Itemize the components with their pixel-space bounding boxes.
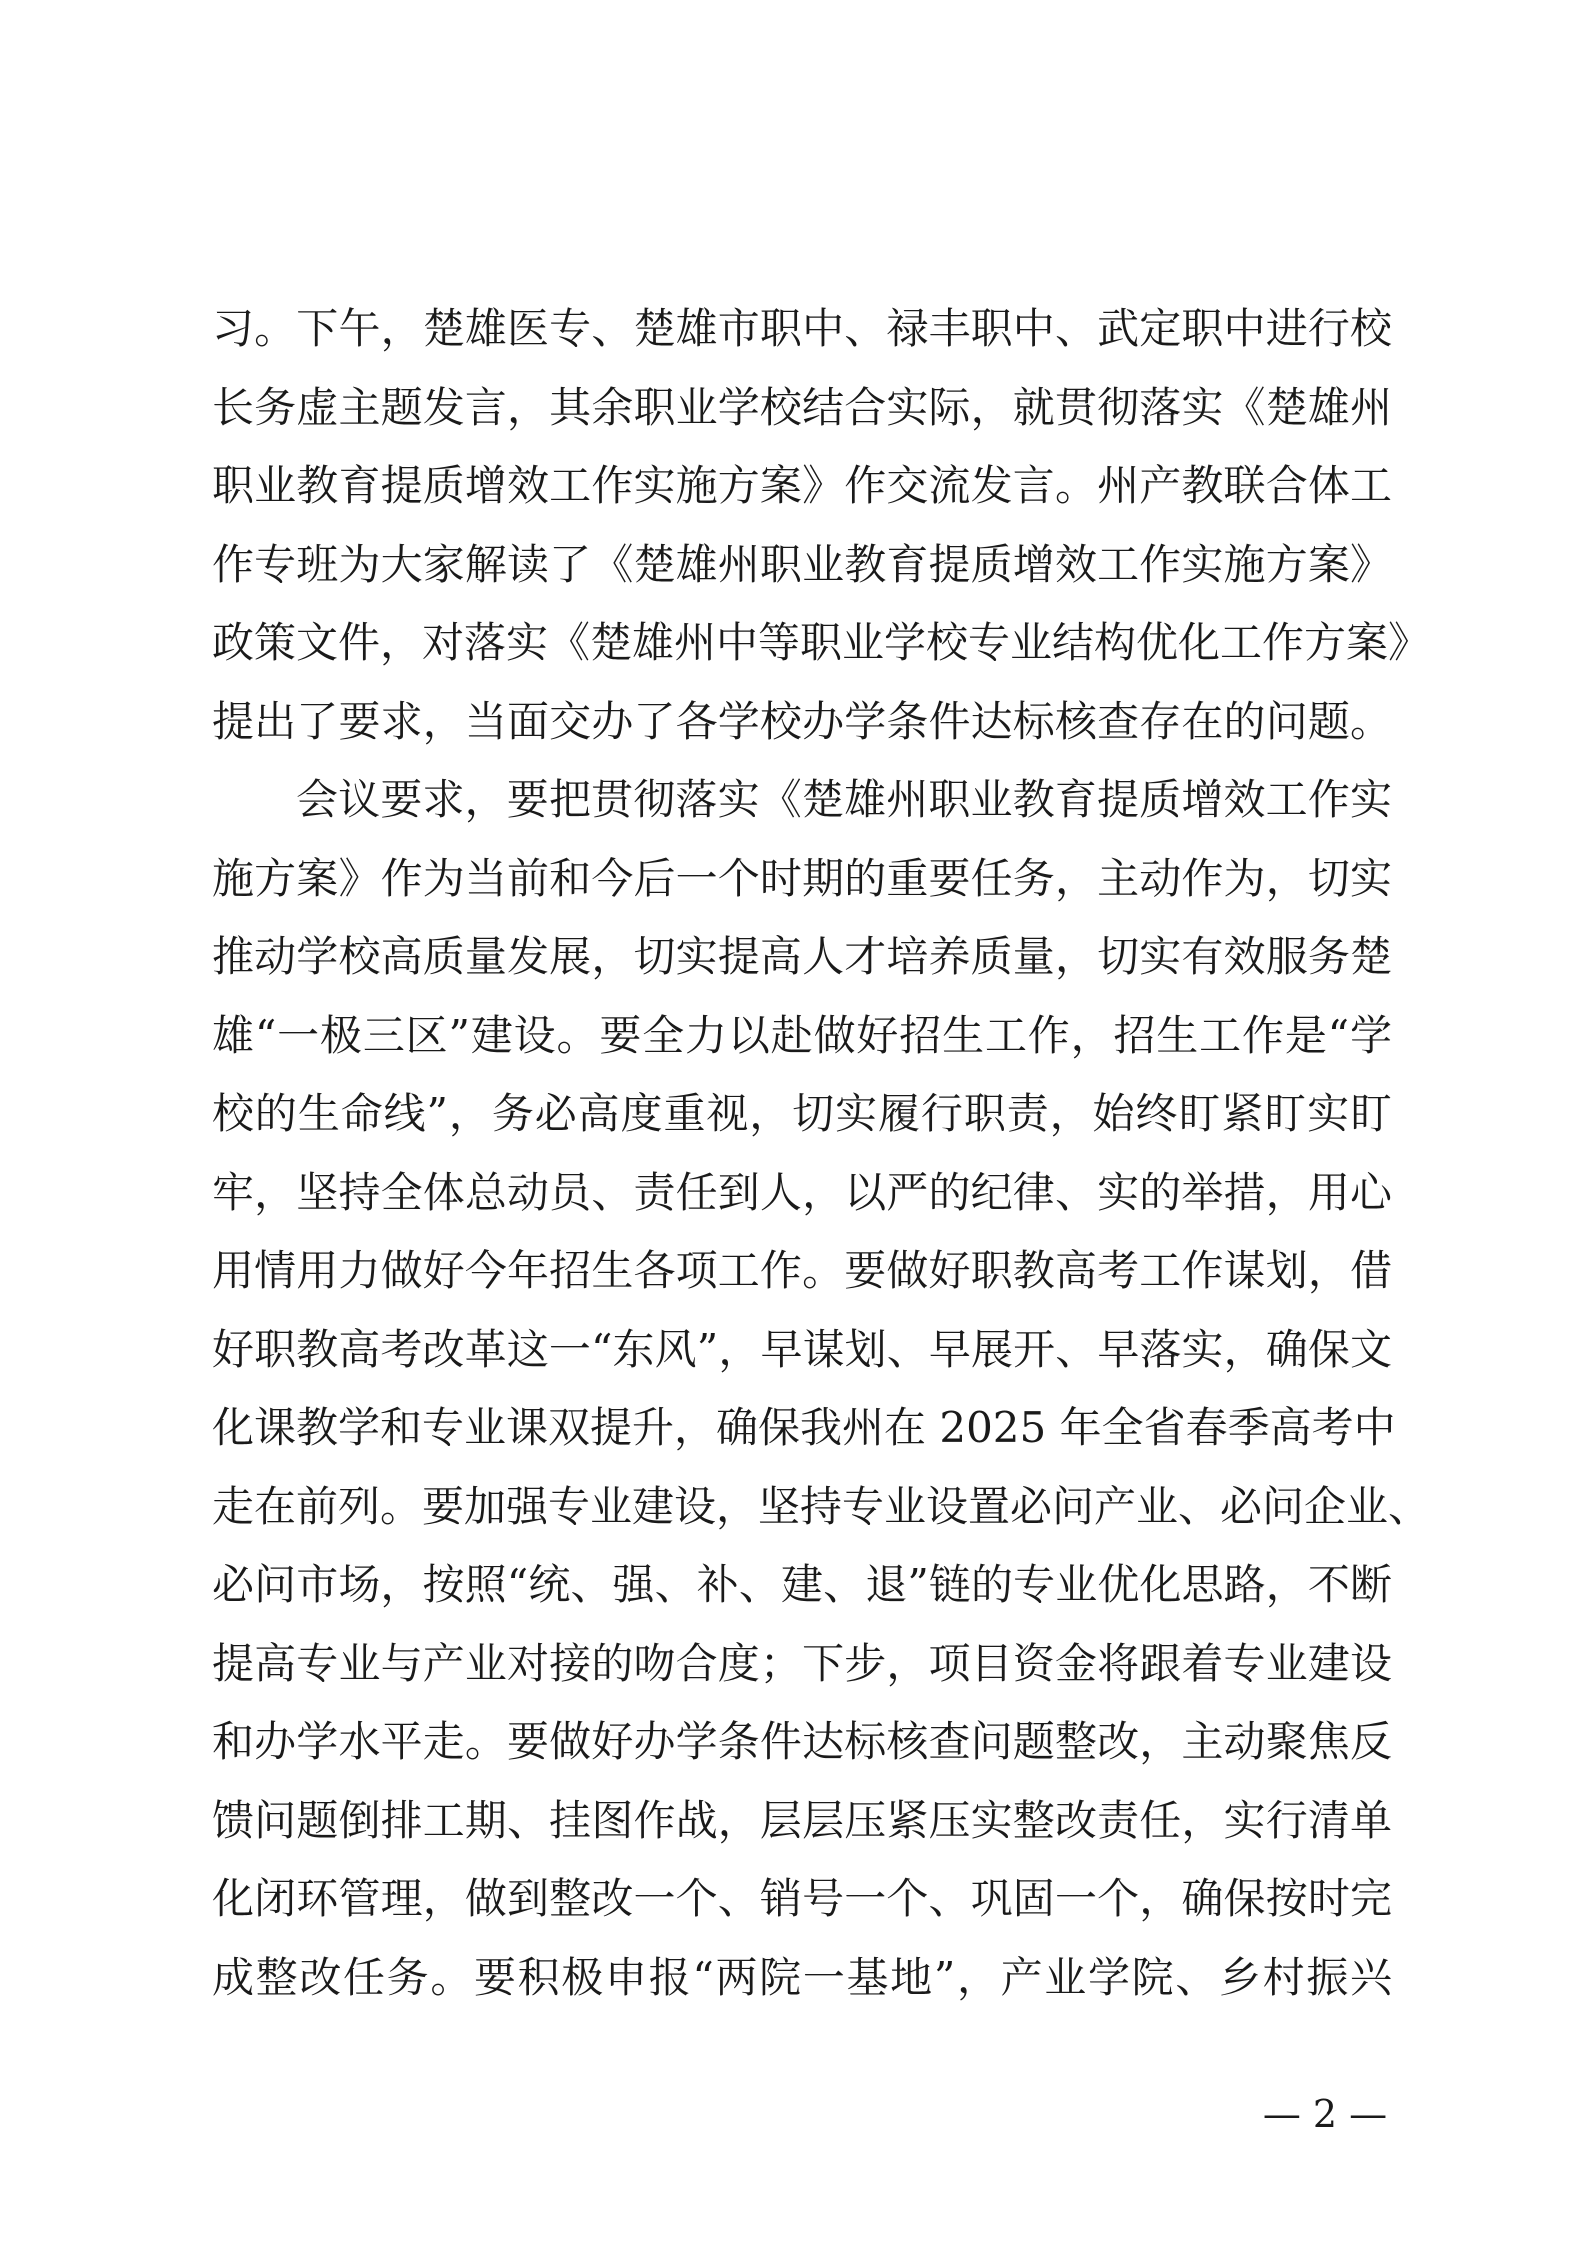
text-line: 走在前列。要加强专业建设，坚持专业设置必问产业、必问企业、 <box>212 1481 1431 1531</box>
text-line: 施方案》作为当前和今后一个时期的重要任务，主动作为，切实 <box>212 853 1392 903</box>
text-line: 成整改任务。要积极申报“两院一基地”，产业学院、乡村振兴 <box>212 1952 1392 2002</box>
text-line: 作专班为大家解读了《楚雄州职业教育提质增效工作实施方案》 <box>212 539 1392 589</box>
text-line: 政策文件，对落实《楚雄州中等职业学校专业结构优化工作方案》 <box>212 618 1431 667</box>
text-line: 牢，坚持全体总动员、责任到人，以严的纪律、实的举措，用心 <box>212 1167 1392 1217</box>
text-line: 必问市场，按照“统、强、补、建、退”链的专业优化思路，不断 <box>212 1560 1392 1609</box>
paragraph-2 <box>212 761 1431 2017</box>
paragraph-1 <box>212 290 1431 761</box>
text-line: 校的生命线”，务必高度重视，切实履行职责，始终盯紧盯实盯 <box>212 1089 1392 1138</box>
text-line: 会议要求，要把贯彻落实《楚雄州职业教育提质增效工作实 <box>296 775 1392 824</box>
text-line: 提高专业与产业对接的吻合度；下步，项目资金将跟着专业建设 <box>212 1638 1392 1688</box>
body-text <box>212 290 1431 2017</box>
text-line: 雄“一极三区”建设。要全力以赴做好招生工作，招生工作是“学 <box>212 1010 1392 1060</box>
text-line: 好职教高考改革这一“东风”，早谋划、早展开、早落实，确保文 <box>212 1324 1392 1374</box>
text-line: 和办学水平走。要做好办学条件达标核查问题整改，主动聚焦反 <box>212 1717 1392 1766</box>
page-number: — 2 — <box>1262 2092 1388 2136</box>
text-line: 化课教学和专业课双提升，确保我州在 2025 年全省春季高考中 <box>212 1403 1396 1452</box>
text-line: 用情用力做好今年招生各项工作。要做好职教高考工作谋划，借 <box>212 1246 1392 1295</box>
text-line: 馈问题倒排工期、挂图作战，层层压紧压实整改责任，实行清单 <box>212 1795 1392 1845</box>
text-line: 职业教育提质增效工作实施方案》作交流发言。州产教联合体工 <box>212 461 1392 510</box>
text-line: 化闭环管理，做到整改一个、销号一个、巩固一个，确保按时完 <box>212 1874 1392 1923</box>
text-line: 推动学校高质量发展，切实提高人才培养质量，切实有效服务楚 <box>212 932 1392 981</box>
text-line: 长务虚主题发言，其余职业学校结合实际，就贯彻落实《楚雄州 <box>212 382 1392 432</box>
text-line: 提出了要求，当面交办了各学校办学条件达标核查存在的问题。 <box>212 696 1392 746</box>
text-line: 习。下午，楚雄医专、楚雄市职中、禄丰职中、武定职中进行校 <box>212 304 1392 353</box>
